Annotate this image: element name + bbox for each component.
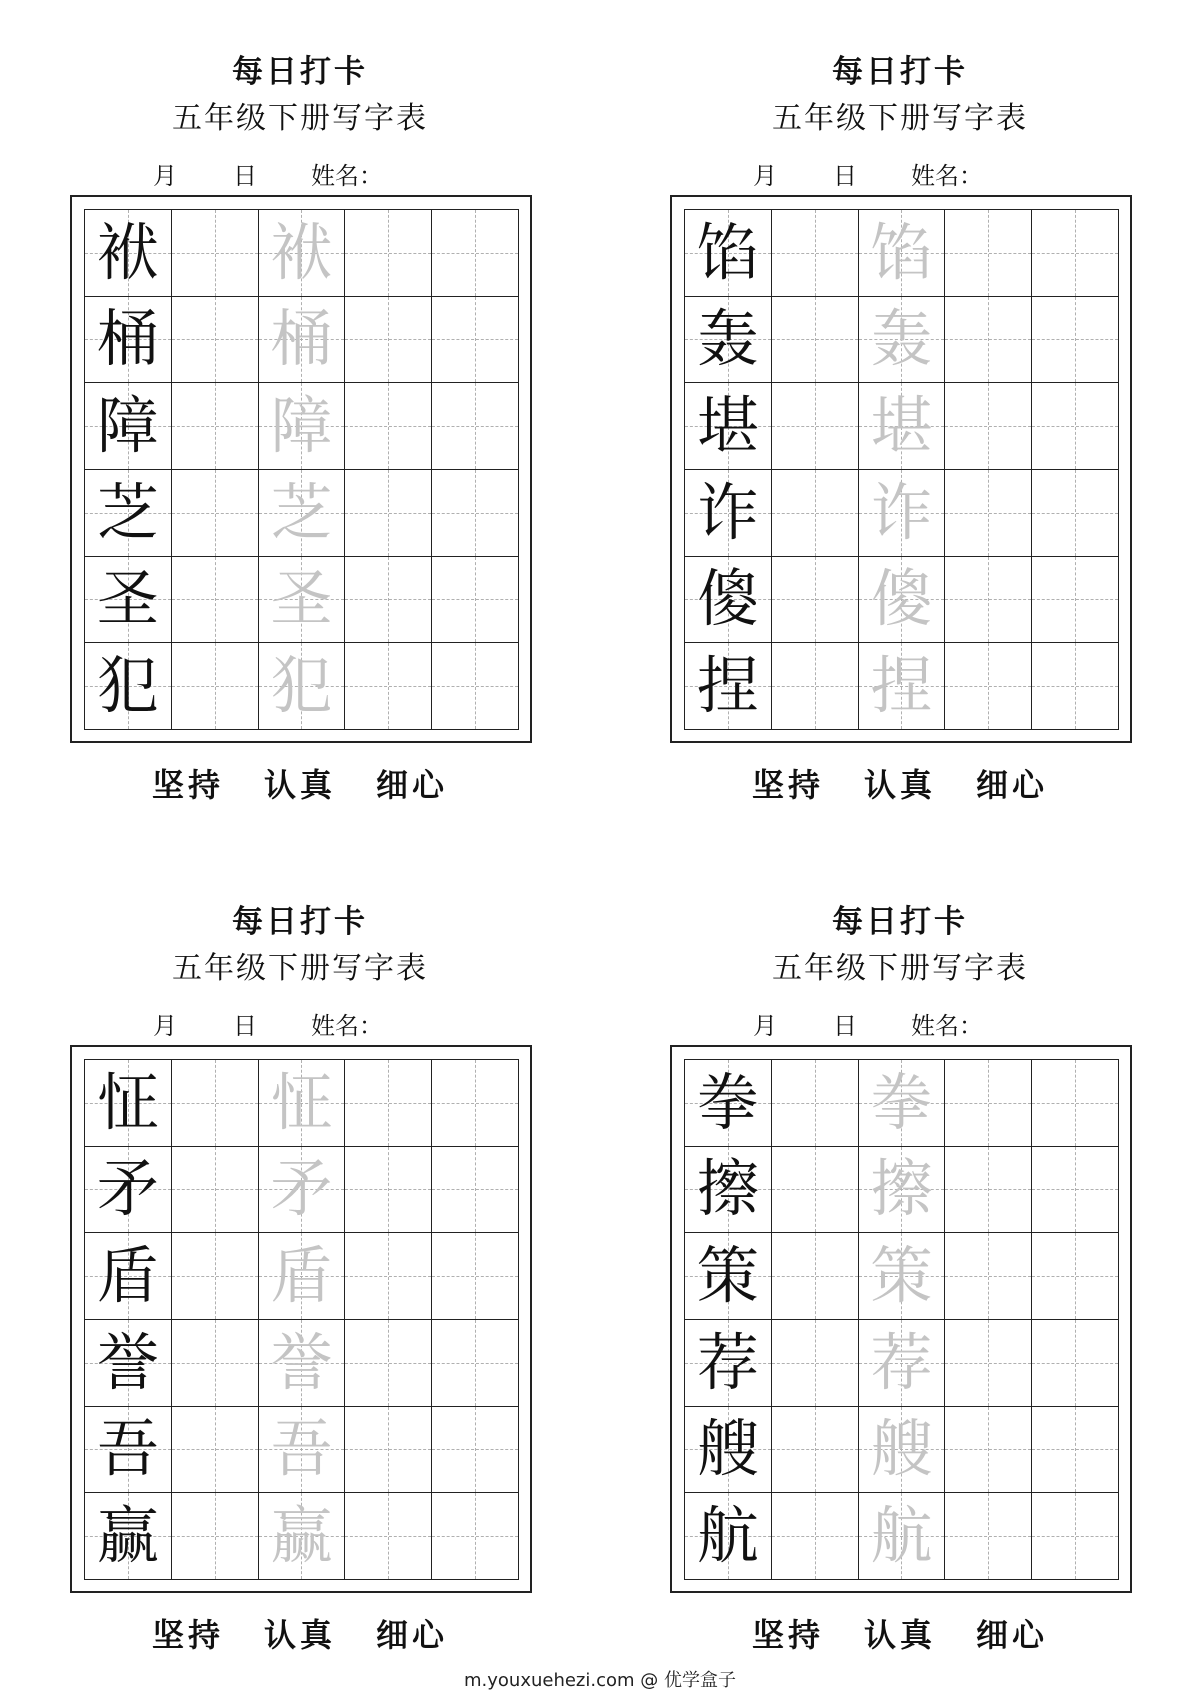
name-label: 姓名： — [911, 1012, 983, 1040]
practice-cell[interactable] — [945, 1407, 1032, 1494]
practice-cell[interactable] — [345, 643, 432, 730]
trace-character: 堪 — [870, 389, 933, 463]
practice-cell[interactable] — [432, 1060, 519, 1147]
model-cell — [685, 297, 772, 384]
model-cell — [85, 1320, 172, 1407]
practice-cell[interactable] — [945, 1147, 1032, 1234]
practice-cell[interactable] — [772, 1233, 859, 1320]
month-label: 月 — [153, 162, 177, 190]
card-title: 每日打卡 — [232, 904, 368, 940]
practice-cell[interactable] — [772, 1493, 859, 1580]
practice-cell[interactable] — [772, 383, 859, 470]
practice-cell[interactable] — [432, 470, 519, 557]
day-label: 日 — [233, 1012, 257, 1040]
motto-word: 细心 — [376, 1616, 449, 1654]
practice-cell[interactable] — [345, 1320, 432, 1407]
model-character: 航 — [696, 1499, 759, 1573]
day-label: 日 — [833, 1012, 857, 1040]
month-label: 月 — [753, 1012, 777, 1040]
model-cell — [85, 470, 172, 557]
practice-cell[interactable] — [432, 1320, 519, 1407]
trace-cell[interactable] — [259, 1147, 346, 1234]
model-character: 傻 — [696, 562, 759, 636]
practice-cell[interactable] — [172, 470, 259, 557]
practice-cell[interactable] — [1032, 1493, 1119, 1580]
model-cell — [85, 1147, 172, 1234]
trace-character: 誉 — [270, 1325, 333, 1399]
name-label: 姓名： — [311, 1012, 383, 1040]
model-cell — [85, 210, 172, 297]
practice-cell[interactable] — [432, 1493, 519, 1580]
card-title: 每日打卡 — [232, 54, 368, 90]
writing-grid — [84, 209, 519, 730]
trace-cell[interactable] — [259, 1233, 346, 1320]
model-character: 犯 — [96, 649, 159, 723]
model-cell — [85, 1233, 172, 1320]
practice-cell[interactable] — [172, 1060, 259, 1147]
practice-cell[interactable] — [1032, 210, 1119, 297]
model-cell — [85, 557, 172, 644]
practice-cell[interactable] — [172, 643, 259, 730]
trace-character: 盾 — [270, 1239, 333, 1313]
writing-grid — [684, 209, 1119, 730]
trace-cell[interactable] — [859, 297, 946, 384]
model-cell — [685, 470, 772, 557]
practice-cell[interactable] — [432, 557, 519, 644]
model-cell — [685, 1407, 772, 1494]
practice-cell[interactable] — [1032, 557, 1119, 644]
model-cell — [685, 643, 772, 730]
practice-cell[interactable] — [1032, 1060, 1119, 1147]
trace-cell[interactable] — [259, 297, 346, 384]
model-cell — [685, 1147, 772, 1234]
practice-cell[interactable] — [172, 1493, 259, 1580]
model-cell — [85, 1493, 172, 1580]
motto-word: 认真 — [263, 766, 336, 804]
trace-character: 馅 — [870, 215, 933, 289]
motto-word: 认真 — [863, 1616, 936, 1654]
practice-cell[interactable] — [345, 470, 432, 557]
trace-cell[interactable] — [859, 1233, 946, 1320]
trace-character: 捏 — [870, 649, 933, 723]
month-label: 月 — [153, 1012, 177, 1040]
practice-cell[interactable] — [345, 1060, 432, 1147]
motto-word: 认真 — [263, 1616, 336, 1654]
practice-cell[interactable] — [945, 1060, 1032, 1147]
practice-cell[interactable] — [432, 1233, 519, 1320]
practice-cell[interactable] — [1032, 1233, 1119, 1320]
trace-cell[interactable] — [259, 557, 346, 644]
trace-cell[interactable] — [259, 1320, 346, 1407]
model-character: 誉 — [96, 1325, 159, 1399]
trace-character: 赢 — [270, 1499, 333, 1573]
model-character: 圣 — [96, 562, 159, 636]
practice-cell[interactable] — [172, 1320, 259, 1407]
motto-word: 细心 — [976, 1616, 1049, 1654]
practice-cell[interactable] — [1032, 297, 1119, 384]
practice-cell[interactable] — [772, 1147, 859, 1234]
trace-character: 袱 — [270, 215, 333, 289]
model-cell — [685, 1060, 772, 1147]
model-cell — [85, 1060, 172, 1147]
practice-cell[interactable] — [345, 557, 432, 644]
name-label: 姓名： — [311, 162, 383, 190]
trace-character: 荐 — [870, 1325, 933, 1399]
trace-character: 圣 — [270, 562, 333, 636]
practice-cell[interactable] — [772, 643, 859, 730]
model-character: 捏 — [696, 649, 759, 723]
practice-cell[interactable] — [945, 643, 1032, 730]
model-character: 轰 — [696, 302, 759, 376]
model-character: 障 — [96, 389, 159, 463]
date-name-line — [703, 1006, 1143, 1040]
card-subtitle: 五年级下册写字表 — [172, 101, 428, 136]
trace-character: 怔 — [270, 1065, 333, 1139]
model-character: 矛 — [96, 1152, 159, 1226]
model-cell — [85, 1407, 172, 1494]
model-character: 堪 — [696, 389, 759, 463]
practice-cell[interactable] — [172, 297, 259, 384]
motto-word: 认真 — [863, 766, 936, 804]
motto-word: 坚持 — [751, 1616, 824, 1654]
trace-cell[interactable] — [259, 470, 346, 557]
practice-cell[interactable] — [772, 1060, 859, 1147]
model-character: 芝 — [96, 475, 159, 549]
practice-cell[interactable] — [945, 557, 1032, 644]
trace-character: 策 — [870, 1239, 933, 1313]
practice-cell[interactable] — [772, 297, 859, 384]
trace-character: 轰 — [870, 302, 933, 376]
practice-cell[interactable] — [172, 1147, 259, 1234]
day-label: 日 — [833, 162, 857, 190]
motto-word: 坚持 — [151, 766, 224, 804]
model-character: 策 — [696, 1239, 759, 1313]
practice-cell[interactable] — [172, 557, 259, 644]
card-title: 每日打卡 — [832, 54, 968, 90]
practice-cell[interactable] — [945, 383, 1032, 470]
trace-cell[interactable] — [859, 1493, 946, 1580]
practice-cell[interactable] — [345, 1407, 432, 1494]
practice-cell[interactable] — [1032, 1320, 1119, 1407]
card-subtitle: 五年级下册写字表 — [772, 101, 1028, 136]
model-character: 桶 — [96, 302, 159, 376]
model-character: 赢 — [96, 1499, 159, 1573]
model-character: 盾 — [96, 1239, 159, 1313]
motto-row — [20, 1610, 580, 1656]
practice-cell[interactable] — [345, 383, 432, 470]
trace-character: 矛 — [270, 1152, 333, 1226]
motto-row — [620, 760, 1180, 806]
practice-cell[interactable] — [172, 1407, 259, 1494]
practice-cell[interactable] — [172, 1233, 259, 1320]
trace-cell[interactable] — [859, 1320, 946, 1407]
practice-cell[interactable] — [345, 1493, 432, 1580]
model-cell — [685, 557, 772, 644]
practice-cell[interactable] — [945, 470, 1032, 557]
practice-cell[interactable] — [1032, 383, 1119, 470]
practice-cell[interactable] — [1032, 643, 1119, 730]
practice-cell[interactable] — [432, 1147, 519, 1234]
practice-cell[interactable] — [1032, 1147, 1119, 1234]
model-character: 艘 — [696, 1412, 759, 1486]
date-name-line — [703, 156, 1143, 190]
day-label: 日 — [233, 162, 257, 190]
practice-cell[interactable] — [345, 210, 432, 297]
writing-grid-frame — [670, 195, 1132, 743]
practice-cell[interactable] — [945, 210, 1032, 297]
trace-cell[interactable] — [859, 643, 946, 730]
model-character: 荐 — [696, 1325, 759, 1399]
practice-cell[interactable] — [345, 1147, 432, 1234]
practice-cell[interactable] — [432, 297, 519, 384]
practice-cell[interactable] — [945, 1320, 1032, 1407]
trace-cell[interactable] — [859, 1060, 946, 1147]
practice-cell[interactable] — [432, 383, 519, 470]
practice-cell[interactable] — [345, 297, 432, 384]
month-label: 月 — [753, 162, 777, 190]
practice-cell[interactable] — [772, 557, 859, 644]
model-character: 袱 — [96, 215, 159, 289]
practice-cell[interactable] — [432, 210, 519, 297]
motto-word: 细心 — [376, 766, 449, 804]
model-cell — [685, 383, 772, 470]
date-name-line — [103, 1006, 543, 1040]
model-character: 擦 — [696, 1152, 759, 1226]
model-cell — [685, 1493, 772, 1580]
trace-character: 犯 — [270, 649, 333, 723]
model-cell — [85, 297, 172, 384]
model-character: 吾 — [96, 1412, 159, 1486]
motto-row — [20, 760, 580, 806]
footer-watermark: m.youxuehezi.com @ 优学盒子 — [463, 1670, 736, 1691]
model-character: 拳 — [696, 1065, 759, 1139]
trace-character: 障 — [270, 389, 333, 463]
model-cell — [685, 210, 772, 297]
practice-card — [600, 0, 1200, 830]
writing-grid-frame — [70, 1045, 532, 1593]
motto-word: 坚持 — [151, 1616, 224, 1654]
trace-cell[interactable] — [859, 557, 946, 644]
writing-grid-frame — [70, 195, 532, 743]
trace-character: 拳 — [870, 1065, 933, 1139]
practice-cell[interactable] — [345, 1233, 432, 1320]
model-cell — [685, 1233, 772, 1320]
card-subtitle: 五年级下册写字表 — [772, 951, 1028, 986]
trace-character: 傻 — [870, 562, 933, 636]
card-subtitle: 五年级下册写字表 — [172, 951, 428, 986]
trace-cell[interactable] — [859, 210, 946, 297]
practice-cell[interactable] — [1032, 470, 1119, 557]
trace-cell[interactable] — [859, 1147, 946, 1234]
model-cell — [85, 383, 172, 470]
trace-cell[interactable] — [259, 1060, 346, 1147]
model-cell — [85, 643, 172, 730]
practice-cell[interactable] — [772, 470, 859, 557]
card-title: 每日打卡 — [832, 904, 968, 940]
practice-cell[interactable] — [945, 1233, 1032, 1320]
writing-grid — [84, 1059, 519, 1580]
motto-word: 坚持 — [751, 766, 824, 804]
trace-cell[interactable] — [259, 1407, 346, 1494]
trace-character: 桶 — [270, 302, 333, 376]
trace-character: 艘 — [870, 1412, 933, 1486]
practice-cell[interactable] — [772, 210, 859, 297]
practice-cell[interactable] — [432, 1407, 519, 1494]
trace-character: 吾 — [270, 1412, 333, 1486]
trace-cell[interactable] — [259, 383, 346, 470]
trace-character: 诈 — [870, 475, 933, 549]
practice-card — [600, 850, 1200, 1680]
practice-card — [0, 850, 600, 1680]
trace-cell[interactable] — [859, 470, 946, 557]
practice-cell[interactable] — [432, 643, 519, 730]
trace-cell[interactable] — [259, 643, 346, 730]
trace-cell[interactable] — [859, 383, 946, 470]
model-cell — [685, 1320, 772, 1407]
practice-cell[interactable] — [772, 1407, 859, 1494]
writing-grid — [684, 1059, 1119, 1580]
practice-cell[interactable] — [945, 297, 1032, 384]
motto-word: 细心 — [976, 766, 1049, 804]
name-label: 姓名： — [911, 162, 983, 190]
trace-character: 航 — [870, 1499, 933, 1573]
trace-character: 芝 — [270, 475, 333, 549]
practice-cell[interactable] — [172, 383, 259, 470]
model-character: 馅 — [696, 215, 759, 289]
practice-cell[interactable] — [945, 1493, 1032, 1580]
trace-cell[interactable] — [259, 1493, 346, 1580]
model-character: 诈 — [696, 475, 759, 549]
practice-cell[interactable] — [172, 210, 259, 297]
trace-cell[interactable] — [859, 1407, 946, 1494]
model-character: 怔 — [96, 1065, 159, 1139]
practice-cell[interactable] — [772, 1320, 859, 1407]
practice-card — [0, 0, 600, 830]
practice-cell[interactable] — [1032, 1407, 1119, 1494]
writing-grid-frame — [670, 1045, 1132, 1593]
trace-cell[interactable] — [259, 210, 346, 297]
trace-character: 擦 — [870, 1152, 933, 1226]
motto-row — [620, 1610, 1180, 1656]
date-name-line — [103, 156, 543, 190]
